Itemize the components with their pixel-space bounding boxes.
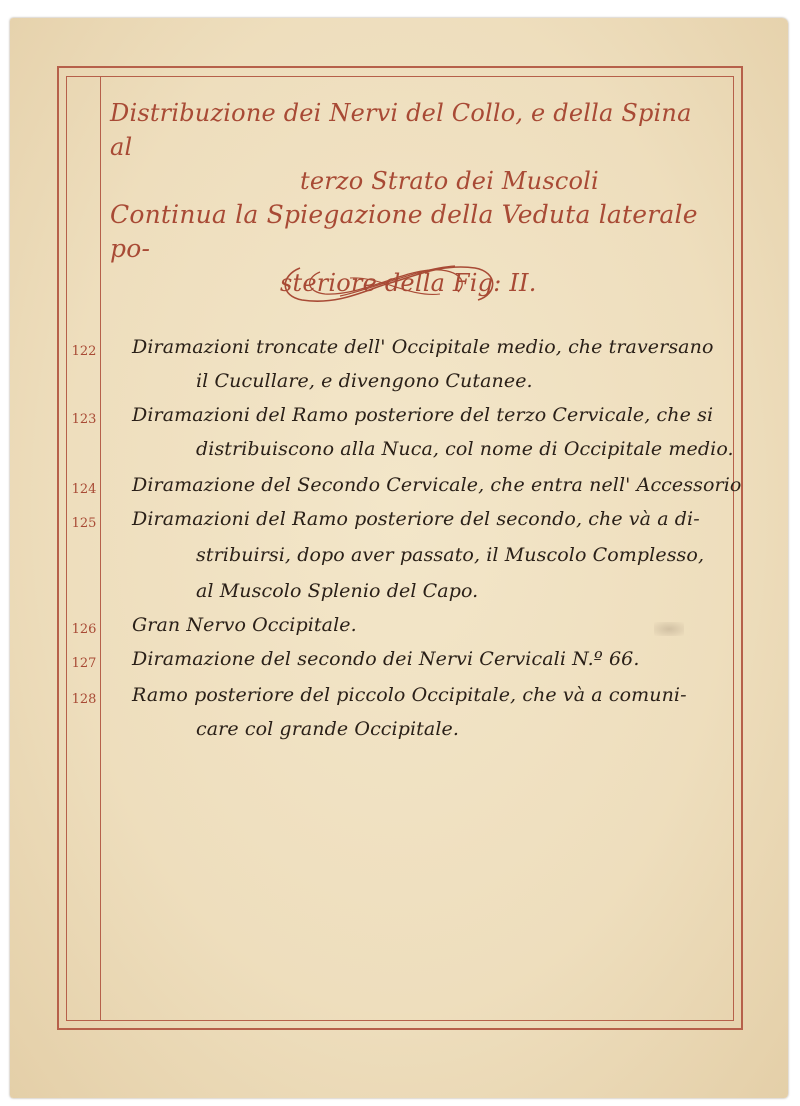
margin-rule [100,76,101,1021]
entry-text-line: il Cucullare, e divengono Cutanee. [196,370,533,392]
entry-number: 127 [71,656,97,671]
entry-text-line: stribuirsi, dopo aver passato, il Muscolo Complesso, [196,544,705,566]
entry-number: 128 [71,692,97,707]
entry-number: 125 [71,516,97,531]
entry-number: 126 [71,622,97,637]
entry-text-line: care col grande Occipitale. [196,718,459,740]
entry-text-line: al Muscolo Splenio del Capo. [196,580,479,602]
title-line-3: Continua la Spiegazione della Veduta laterale po- [110,200,698,263]
paper-stain [654,622,684,636]
entry-text-line: Gran Nervo Occipitale. [132,614,357,636]
title-line-1: Distribuzione dei Nervi del Collo, e della Spina al [110,99,692,161]
entry-text-line: Ramo posteriore del piccolo Occipitale, che và a comuni- [132,684,687,706]
entry-text-line: Diramazioni del Ramo posteriore del secondo, che và a di- [132,508,700,530]
entry-number: 122 [71,344,97,359]
title-line-2: terzo Strato dei Muscoli [300,167,599,195]
entry-text-line: Diramazione del Secondo Cervicale, che entra nell' Accessorio [132,474,742,496]
title-line-4: steriore della Fig: II. [280,269,537,297]
entry-text-line: Diramazione del secondo dei Nervi Cervicali N.º 66. [132,648,640,670]
entry-text-line: Diramazioni troncate dell' Occipitale medio, che traversano [132,336,714,358]
entry-text-line: distribuiscono alla Nuca, col nome di Occipitale medio. [196,438,734,460]
entry-number: 124 [71,482,97,497]
entry-text-line: Diramazioni del Ramo posteriore del terzo Cervicale, che si [132,404,714,426]
entry-number: 123 [71,412,97,427]
calligraphic-flourish [280,258,500,308]
